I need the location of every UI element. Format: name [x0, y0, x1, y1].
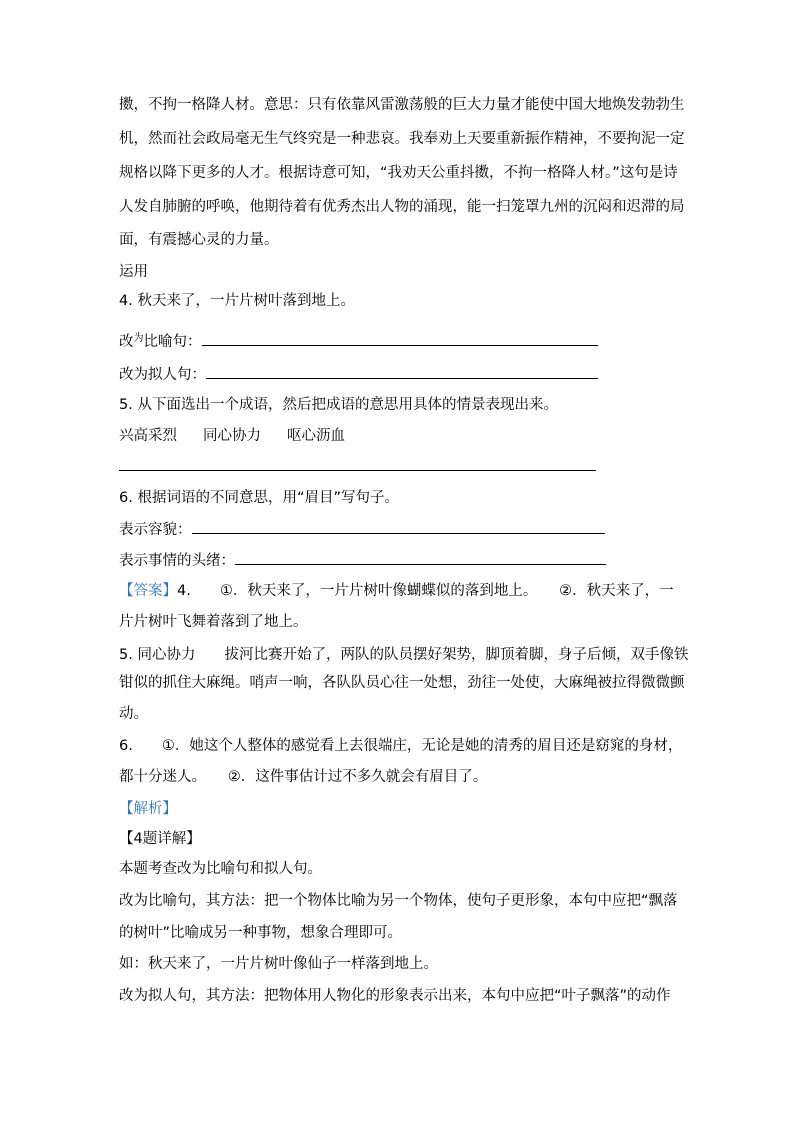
q4-personification-blank[interactable]: [206, 364, 598, 379]
q4-simile-field: [119, 331, 598, 354]
answer-line: 6. ①．她这个人整体的感觉看上去很端庄，无论是她的清秀的眉目还是窈窕的身材，: [119, 738, 683, 754]
question-5-prompt: 5. 从下面选出一个成语，然后把成语的意思用具体的情景表现出来。: [119, 397, 558, 413]
question-4-prompt: 4. 秋天来了，一片片树叶落到地上。: [119, 293, 355, 309]
q4-simile-blank[interactable]: [202, 331, 598, 346]
analysis-line: 改为比喻句，其方法：把一个物体比喻为另一个物体，使句子更形象，本句中应把“飘落: [119, 893, 678, 909]
idiom-option: 呕心沥血: [287, 428, 345, 444]
answer-line: 动。: [119, 706, 148, 722]
answer-line: 片片树叶飞舞着落到了地上。: [119, 614, 308, 630]
idiom-option: 兴高采烈: [119, 428, 177, 444]
paragraph-line: 擞，不拘一格降人材。意思：只有依靠风雷激荡般的巨大力量才能使中国大地焕发勃勃生: [119, 97, 685, 113]
analysis-tag: 【解析】: [119, 801, 177, 817]
q5-answer-blank[interactable]: [119, 456, 596, 471]
answer-tag: 【答案】: [119, 583, 177, 599]
q6-clue-label: 表示事情的头绪：: [119, 553, 235, 569]
paragraph-line: 人发自肺腑的呼唤，他期待着有优秀杰出人物的涌现，能一扫笼罩九州的沉闷和迟滞的局: [119, 199, 685, 215]
analysis-line: 的树叶”比喻成另一种事物，想象合理即可。: [119, 925, 403, 941]
q4-personification-label: 改为拟人句：: [119, 367, 206, 383]
analysis-line: 本题考查改为比喻句和拟人句。: [119, 861, 322, 877]
q6-clue-blank[interactable]: [235, 550, 606, 565]
section-label: 运用: [119, 264, 148, 280]
idiom-option: 同心协力: [203, 428, 261, 444]
q6-appearance-label: 表示容貌：: [119, 522, 192, 538]
answer-line: [119, 581, 674, 601]
q5-answer-field: [119, 456, 596, 477]
paragraph-line: 面，有震撼心灵的力量。: [119, 232, 279, 248]
q6-appearance-field: [119, 519, 605, 540]
answer-text: 4. ①．秋天来了，一片片树叶像蝴蝶似的落到地上。 ②．秋天来了，一: [177, 583, 674, 599]
q4-simile-label-post: 比喻句：: [143, 334, 202, 350]
q4-personification-field: [119, 364, 598, 385]
analysis-line: 如：秋天来了，一片片树叶像仙子一样落到地上。: [119, 956, 438, 972]
answer-line: 都十分迷人。 ②．这件事估计过不多久就会有眉目了。: [119, 769, 488, 785]
q4-simile-label-sup: 为: [133, 333, 144, 344]
paragraph-line: 机，然而社会政局毫无生气终究是一种悲哀。我奉劝上天要重新振作精神，不要拘泥一定: [119, 131, 685, 147]
question-6-prompt: 6. 根据词语的不同意思，用“眉目”写句子。: [119, 490, 399, 506]
analysis-line: 改为拟人句，其方法：把物体用人物化的形象表示出来，本句中应把“叶子飘落”的动作: [119, 988, 671, 1004]
q4-detail-header: 【4题详解】: [119, 831, 201, 847]
answer-line: 5. 同心协力 拔河比赛开始了，两队的队员摆好架势，脚顶着脚，身子后倾，双手像铁: [119, 647, 689, 663]
q6-clue-field: [119, 550, 606, 571]
q4-simile-label-pre: 改: [119, 334, 134, 350]
q5-idiom-options: [119, 426, 345, 446]
answer-line: 钳似的抓住大麻绳。哨声一响，各队队员心往一处想，劲往一处使，大麻绳被拉得微微颤: [119, 675, 685, 691]
paragraph-line: 规格以降下更多的人才。根据诗意可知，“我劝天公重抖擞，不拘一格降人材。”这句是诗: [119, 165, 678, 181]
q6-appearance-blank[interactable]: [192, 519, 605, 534]
